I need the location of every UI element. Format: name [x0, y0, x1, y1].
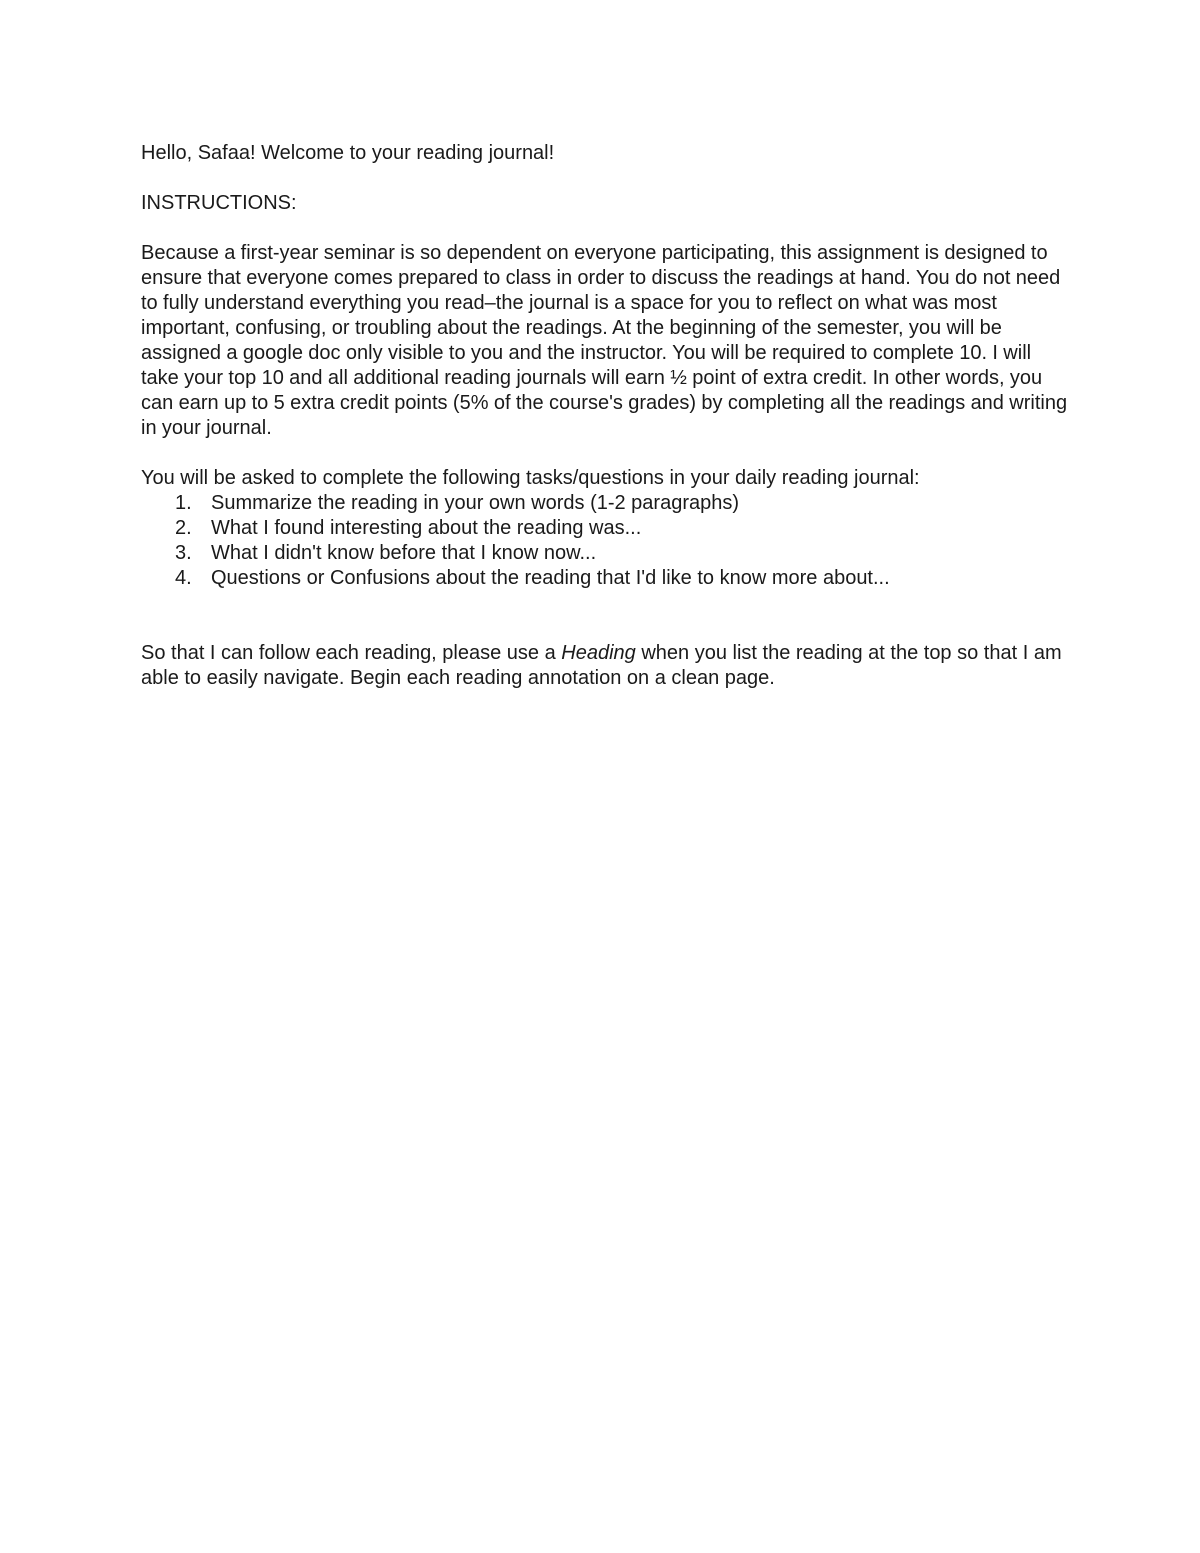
list-item-number: 1.: [175, 492, 192, 514]
closing-text-after: when you list the reading at the top so that I am able to easily navigate. Begin each reading annotation on a clean page.: [141, 642, 1062, 689]
list-item-text: What I found interesting about the reading was...: [211, 517, 642, 539]
list-item-number: 3.: [175, 542, 192, 564]
list-item: [175, 541, 1071, 566]
greeting-line: Hello, Safaa! Welcome to your reading journal!: [141, 142, 555, 164]
instructions-heading: INSTRUCTIONS:: [141, 192, 297, 214]
list-item: [175, 566, 1071, 591]
instructions-paragraph: Because a first-year seminar is so dependent on everyone participating, this assignment is designed to ensure that everyone comes prepared to class in order to discuss the readings at hand. You do not need to fully understand everything you read–the journal is a space for you to reflect on what was most important, confusing, or troubling about the readings. At the beginning of the semester, you will be assigned a google doc only visible to you and the instructor. You will be required to complete 10. I will take your top 10 and all additional reading journals will earn ½ point of extra credit. In other words, you can earn up to 5 extra credit points (5% of the course's grades) by completing all the readings and writing in your journal.: [141, 242, 1068, 439]
list-item-text: Summarize the reading in your own words (1-2 paragraphs): [211, 492, 740, 514]
list-item-number: 2.: [175, 517, 192, 539]
list-item-number: 4.: [175, 567, 192, 589]
list-item-text: What I didn't know before that I know now...: [211, 542, 597, 564]
closing-paragraph: [141, 641, 1071, 691]
list-item-text: Questions or Confusions about the reading that I'd like to know more about...: [211, 567, 890, 589]
task-list: [141, 491, 1071, 591]
closing-text-before: So that I can follow each reading, please use a: [141, 642, 562, 664]
document-body: [141, 141, 1071, 691]
heading-emphasis: Heading: [561, 642, 636, 664]
list-item: [175, 491, 1071, 516]
list-item: [175, 516, 1071, 541]
tasks-intro: You will be asked to complete the following tasks/questions in your daily reading journal:: [141, 467, 920, 489]
